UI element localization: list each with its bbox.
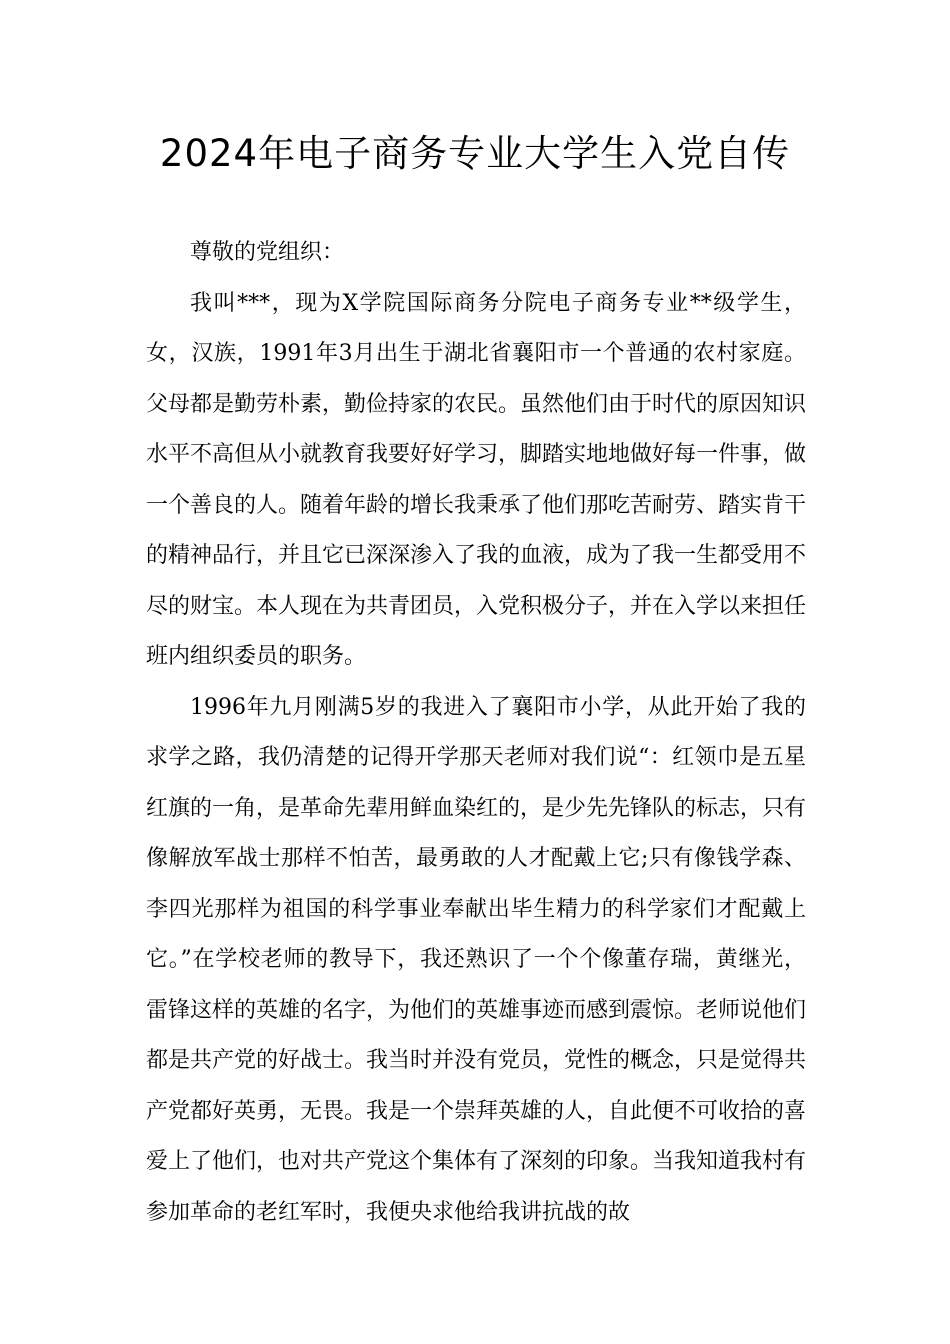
document-title: 2024年电子商务专业大学生入党自传 — [159, 132, 791, 175]
salutation: 尊敬的党组织： — [190, 240, 345, 265]
paragraph: 我叫***，现为X学院国际商务分院电子商务专业**级学生，女，汉族，1991年3月出生于湖北省襄阳市一个普通的农村家庭。父母都是勤劳朴素，勤俭持家的农民。虽然他们由于时代的原因知识水平不高但从小就教育我要好好学习，脚踏实地地做好每一件事，做一个善良的人。随着年龄的增长我秉承了他们那吃苦耐劳、踏实肯干的精神品行，并且它已深深渗入了我的血液，成为了我一生都受用不尽的财宝。本人现在为共青团员，入党积极分子，并在入学以来担任班内组织委员的职务。 — [146, 290, 807, 669]
paragraph: 1996年九月刚满5岁的我进入了襄阳市小学，从此开始了我的求学之路，我仍清楚的记得开学那天老师对我们说“：红领巾是五星红旗的一角，是革命先辈用鲜血染红的，是少先先锋队的标志，只有像解放军战士那样不怕苦，最勇敢的人才配戴上它;只有像钱学森、李四光那样为祖国的科学事业奉献出毕生精力的科学家们才配戴上它。”在学校老师的教导下，我还熟识了一个个像董存瑞，黄继光，雷锋这样的英雄的名字，为他们的英雄事迹而感到震惊。老师说他们都是共产党的好战士。我当时并没有党员，党性的概念，只是觉得共产党都好英勇，无畏。我是一个崇拜英雄的人，自此便不可收拾的喜爱上了他们，也对共产党这个集体有了深刻的印象。当我知道我村有参加革命的老红军时，我便央求他给我讲抗战的故 — [146, 694, 807, 1225]
document-body — [146, 228, 806, 1238]
